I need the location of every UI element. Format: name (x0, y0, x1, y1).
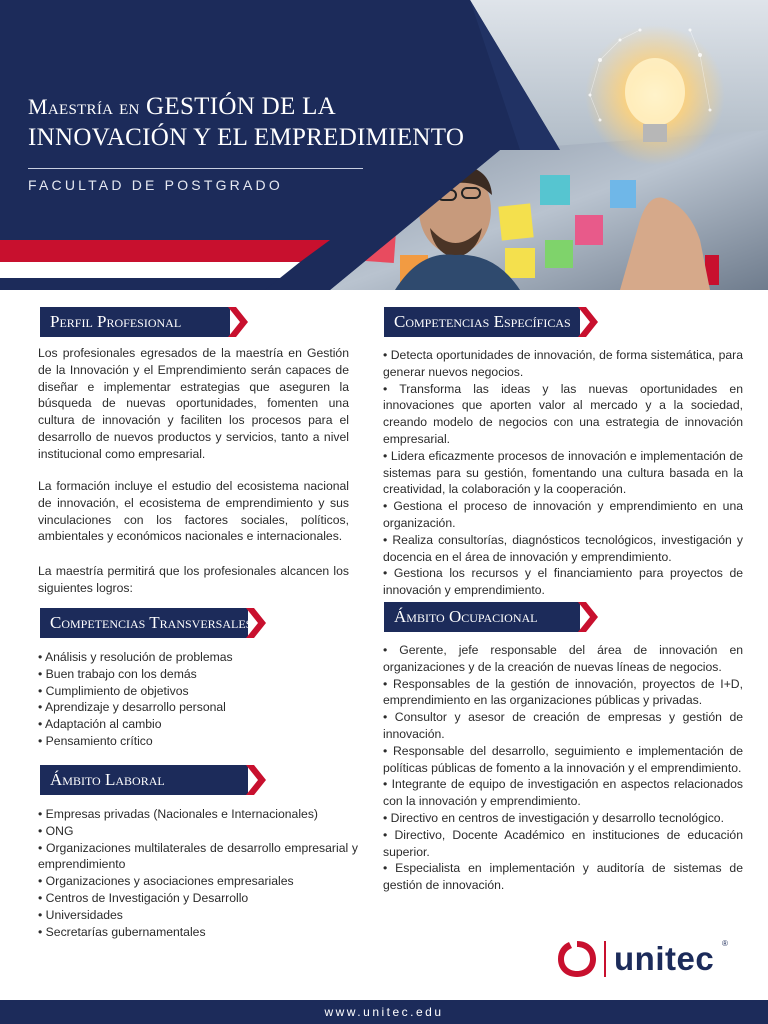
list-item: • Secretarías gubernamentales (38, 924, 358, 941)
chevron-right-icon (246, 765, 268, 795)
list-item: • Lidera eficazmente procesos de innovación e implementación de sistemas para su gestión, fomentando una cultura basada en la creatividad, la colaboración y la cooperación. (383, 448, 743, 498)
list-item: • Organizaciones y asociaciones empresariales (38, 873, 358, 890)
title-main-line2: INNOVACIÓN Y EL EMPREDIMIENTO (28, 124, 465, 151)
perfil-paragraph-3: La maestría permitirá que los profesionales alcancen los siguientes logros: (38, 564, 349, 595)
logo-divider (604, 941, 606, 977)
title-divider (28, 168, 363, 169)
unitec-logo (556, 937, 731, 981)
perfil-paragraph-1: Los profesionales egresados de la maestría en Gestión de la Innovación y el Emprendimiento serán capaces de diseñar e implementar estrategias que aseguren la búsqueda de nuevas oportunidades, fomenten una cultura de innovación y faciliten los procesos para el desarrollo de nuevos productos y servicios, tanto a nivel institucional como empresarial. (38, 346, 349, 461)
list-item: • Cumplimiento de objetivos (38, 683, 349, 700)
list-item: • Responsables de la gestión de innovación, proyectos de I+D, emprendimiento en las organizaciones públicas y privadas. (383, 676, 743, 710)
ocupacional-list (383, 642, 743, 894)
list-item: • Especialista en implementación y auditoría de sistemas de gestión de innovación. (383, 860, 743, 894)
footer-website-link[interactable]: www.unitec.edu (324, 1005, 444, 1019)
section-heading-label: Ámbito Laboral (40, 765, 248, 795)
list-item: • Análisis y resolución de problemas (38, 649, 349, 666)
list-item: • ONG (38, 823, 358, 840)
list-item: • Gestiona los recursos y el financiamiento para proyectos de innovación y emprendimiento. (383, 565, 743, 599)
chevron-right-icon (228, 307, 250, 337)
list-item: • Organizaciones multilaterales de desarrollo empresarial y emprendimiento (38, 840, 358, 874)
title-prefix: Maestría en (28, 94, 140, 119)
section-heading-label: Ámbito Ocupacional (384, 602, 580, 632)
faculty-label: FACULTAD DE POSTGRADO (28, 177, 283, 193)
laboral-list (38, 806, 358, 940)
logo-wordmark: unitec (614, 940, 715, 977)
list-item: • Detecta oportunidades de innovación, de forma sistemática, para generar nuevos negocios. (383, 347, 743, 381)
section-heading-label: Competencias Específicas (384, 307, 580, 337)
chevron-right-icon (246, 608, 268, 638)
list-item: • Adaptación al cambio (38, 716, 349, 733)
header-banner (0, 0, 768, 290)
perfil-paragraph-2: La formación incluye el estudio del ecosistema nacional de innovación, el ecosistema de emprendimiento y sus vinculaciones con los factores sociales, políticos, ambientales y económicos nacionales e internacionales. (38, 479, 349, 544)
list-item: • Universidades (38, 907, 358, 924)
list-item: • Realiza consultorías, diagnósticos tecnológicos, investigación y docencia en el área de innovación y emprendimiento. (383, 532, 743, 566)
list-item: • Directivo, Docente Académico en instituciones de educación superior. (383, 827, 743, 861)
especificas-list (383, 347, 743, 599)
list-item: • Transforma las ideas y las nuevas oportunidades en innovaciones que aporten valor al mercado y a la sociedad, creando modelo de negocios con una estrategia de innovación empresarial. (383, 381, 743, 448)
section-heading-label: Competencias Transversales (40, 608, 248, 638)
section-heading-label: Perfil Profesional (40, 307, 230, 337)
footer-bar (0, 1000, 768, 1024)
registered-mark: ® (722, 939, 728, 948)
list-item: • Integrante de equipo de investigación en aspectos relacionados con la innovación y emprendimiento. (383, 776, 743, 810)
list-item: • Empresas privadas (Nacionales e Internacionales) (38, 806, 358, 823)
list-item: • Centros de Investigación y Desarrollo (38, 890, 358, 907)
title-main-line1: GESTIÓN DE LA (146, 93, 336, 120)
unitec-logo-mark (556, 939, 598, 979)
list-item: • Buen trabajo con los demás (38, 666, 349, 683)
chevron-right-icon (578, 602, 600, 632)
logo-mark-letters: ut (569, 952, 585, 969)
list-item: • Gerente, jefe responsable del área de innovación en organizaciones y de la creación de nuevas líneas de negocios. (383, 642, 743, 676)
program-title (28, 92, 488, 154)
list-item: • Directivo en centros de investigación y desarrollo tecnológico. (383, 810, 743, 827)
list-item: • Pensamiento crítico (38, 733, 349, 750)
list-item: • Aprendizaje y desarrollo personal (38, 699, 349, 716)
list-item: • Responsable del desarrollo, seguimiento e implementación de políticas públicas de fomento a la innovación y el emprendimiento. (383, 743, 743, 777)
list-item: • Consultor y asesor de creación de empresas y gestión de innovación. (383, 709, 743, 743)
list-item: • Gestiona el proceso de innovación y emprendimiento en una organización. (383, 498, 743, 532)
transversales-list (38, 649, 349, 750)
chevron-right-icon (578, 307, 600, 337)
